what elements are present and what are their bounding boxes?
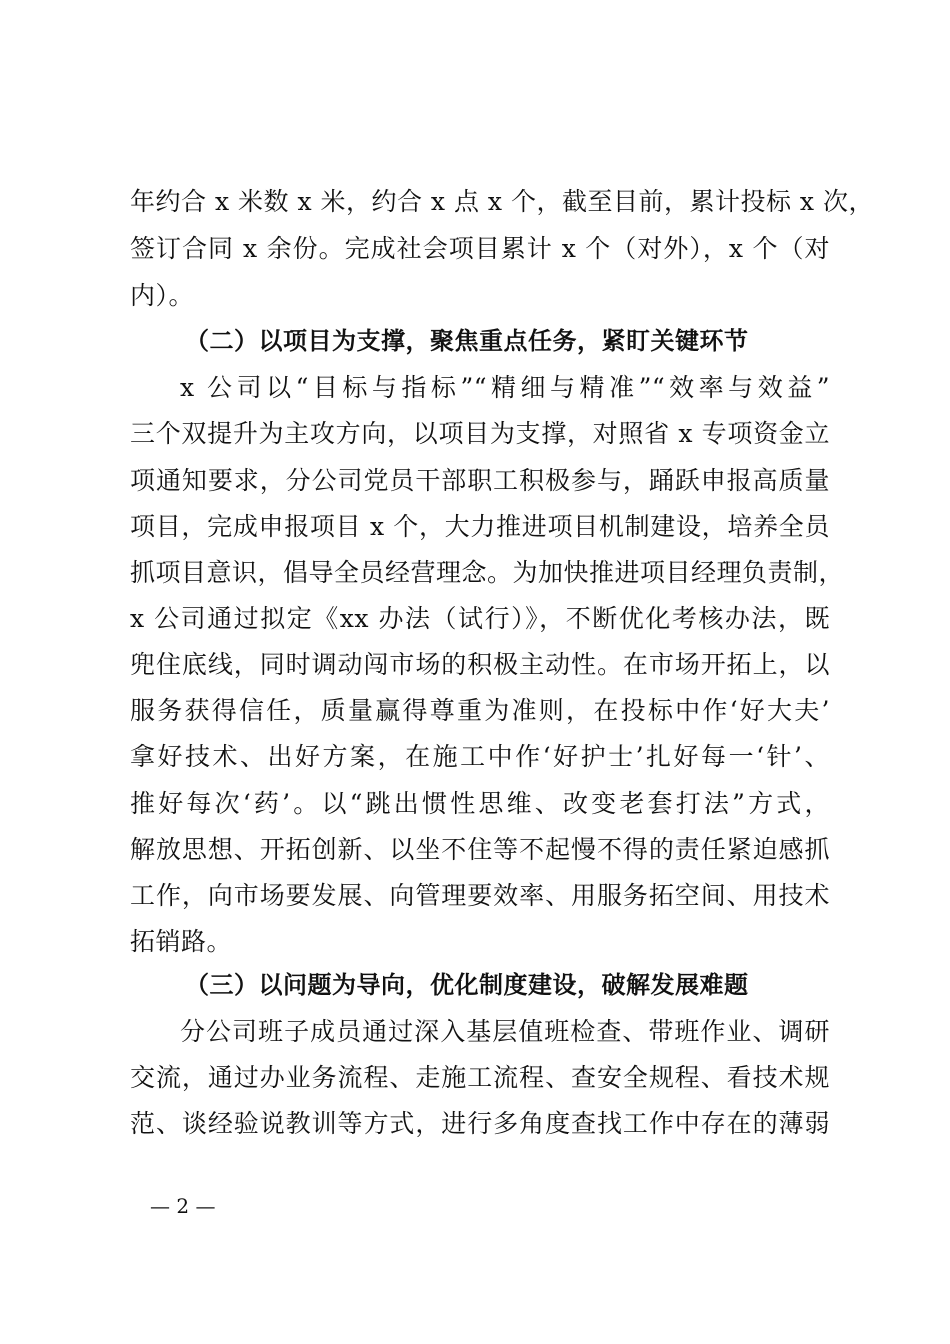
paragraph-line: 内）。 bbox=[130, 281, 195, 310]
section-heading-3: （三）以问题为导向，优化制度建设，破解发展难题 bbox=[185, 970, 749, 999]
paragraph-line: 拿好技术、出好方案，在施工中作‘好护士’扎好每一‘针’、 bbox=[130, 742, 830, 771]
paragraph-line: 兜住底线，同时调动闯市场的积极主动性。在市场开拓上，以 bbox=[130, 650, 830, 679]
paragraph-line: 推好每次‘药’。以“跳出惯性思维、改变老套打法”方式， bbox=[130, 789, 830, 818]
paragraph-line: 分公司班子成员通过深入基层值班检查、带班作业、调研 bbox=[180, 1017, 830, 1046]
paragraph-line: 范、谈经验说教训等方式，进行多角度查找工作中存在的薄弱 bbox=[130, 1109, 830, 1138]
paragraph-line: 签订合同 x 余份。完成社会项目累计 x 个（对外），x 个（对 bbox=[130, 234, 830, 263]
paragraph-line: 工作，向市场要发展、向管理要效率、用服务拓空间、用技术 bbox=[130, 881, 830, 910]
paragraph-line: 抓项目意识，倡导全员经营理念。为加快推进项目经理负责制， bbox=[130, 558, 845, 587]
paragraph-line: 解放思想、开拓创新、以坐不住等不起慢不得的责任紧迫感抓 bbox=[130, 835, 830, 864]
paragraph-line: 三个双提升为主攻方向，以项目为支撑，对照省 x 专项资金立 bbox=[130, 419, 830, 448]
page-number: — 2 — bbox=[150, 1194, 216, 1218]
paragraph-line: 项通知要求，分公司党员干部职工积极参与，踊跃申报高质量 bbox=[130, 466, 830, 495]
paragraph-line: 交流，通过办业务流程、走施工流程、查安全规程、看技术规 bbox=[130, 1063, 830, 1092]
paragraph-line: 项目，完成申报项目 x 个，大力推进项目机制建设，培养全员 bbox=[130, 512, 830, 541]
paragraph-line: x 公司以“目标与指标”“精细与精准”“效率与效益” bbox=[180, 373, 830, 402]
paragraph-line: 服务获得信任，质量赢得尊重为准则，在投标中作‘好大夫’ bbox=[130, 696, 830, 725]
paragraph-line: 年约合 x 米数 x 米，约合 x 点 x 个，截至目前，累计投标 x 次， bbox=[130, 187, 874, 216]
section-heading-2: （二）以项目为支撑，聚焦重点任务，紧盯关键环节 bbox=[185, 326, 749, 355]
paragraph-line: 拓销路。 bbox=[130, 927, 233, 956]
paragraph-line: x 公司通过拟定《xx 办法（试行）》，不断优化考核办法，既 bbox=[130, 604, 830, 633]
